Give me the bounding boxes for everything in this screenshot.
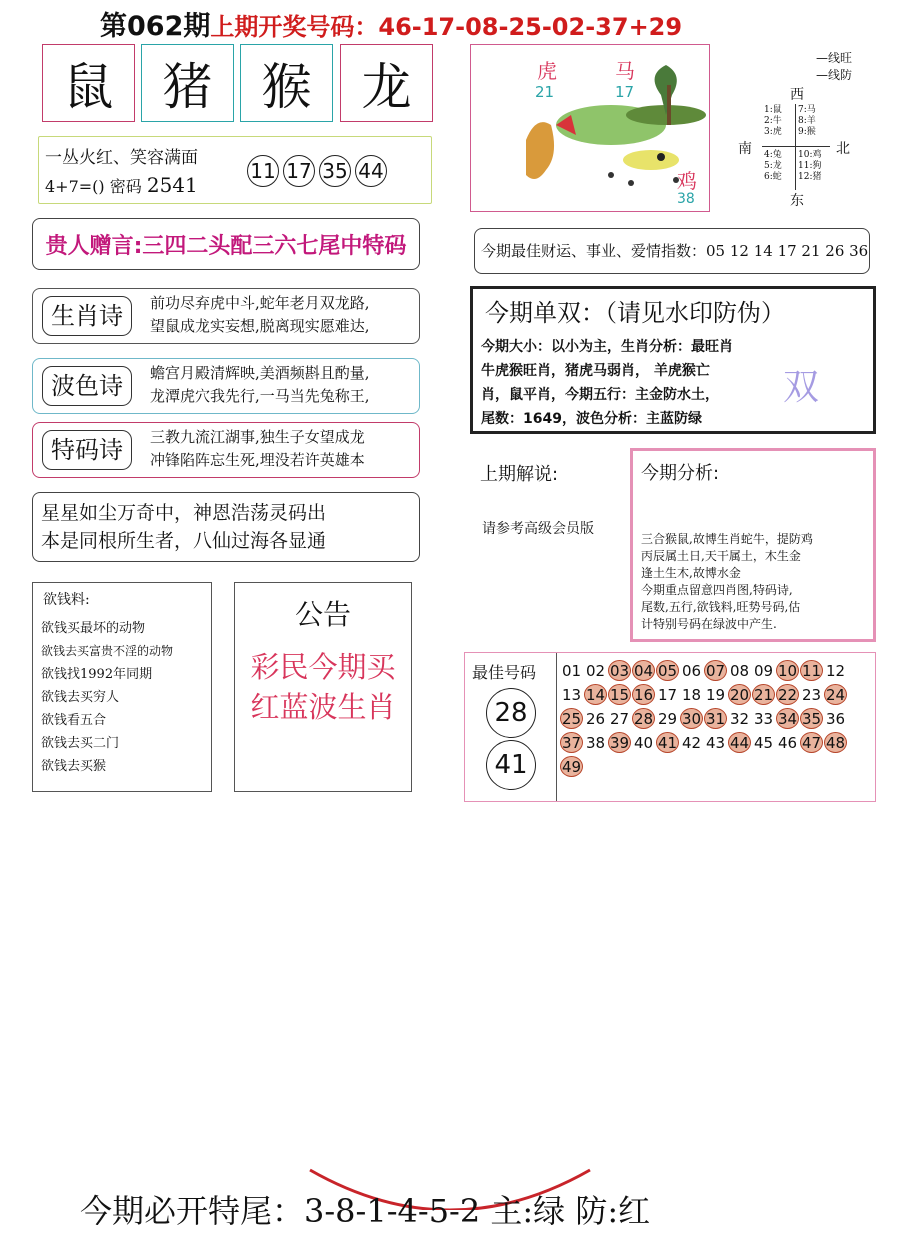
zodiac-box-1: 鼠 bbox=[42, 44, 135, 122]
odd-even-title: 今期单双：（请见水印防伪） bbox=[485, 299, 785, 327]
riddle-number: 35 bbox=[319, 155, 351, 187]
best-pick: 41 bbox=[486, 740, 536, 790]
color-poem-text bbox=[150, 362, 370, 408]
analysis-text bbox=[641, 531, 813, 633]
noble-banner-text: 贵人赠言:三四二头配三六七尾中特码 bbox=[45, 234, 407, 259]
grid-number: 32 bbox=[729, 710, 750, 728]
footer-text: 今期必开特尾：3-8-1-4-5-2 主:绿 防:红 bbox=[80, 1192, 651, 1230]
list-item: 欲钱去买二门 bbox=[41, 736, 120, 751]
zodiac-box-4: 龙 bbox=[340, 44, 433, 122]
grid-number: 19 bbox=[705, 686, 726, 704]
grid-number: 46 bbox=[777, 734, 798, 752]
poem-line: 星星如尘万奇中，神恩浩荡灵码出 bbox=[41, 502, 327, 524]
grid-number: 25 bbox=[561, 710, 582, 728]
riddle-number: 44 bbox=[355, 155, 387, 187]
riddle-numbers bbox=[247, 155, 391, 187]
riddle-line-1: 一丛火红、笑容满面 bbox=[45, 148, 198, 168]
zodiac-picture-box bbox=[470, 44, 710, 212]
grid-number: 08 bbox=[729, 662, 750, 680]
body-line: 今期大小：以小为主，生肖分析：最旺肖 bbox=[481, 339, 733, 355]
grid-number: 40 bbox=[633, 734, 654, 752]
money-riddle-list bbox=[41, 617, 173, 778]
tiger-label: 虎 bbox=[537, 59, 557, 83]
rooster-label: 鸡 bbox=[677, 169, 697, 193]
grid-number: 02 bbox=[585, 662, 606, 680]
list-item: 欲钱找1992年同期 bbox=[41, 667, 153, 682]
grid-number: 23 bbox=[801, 686, 822, 704]
grid-number: 14 bbox=[585, 686, 606, 704]
grid-cell: 1:鼠 2:牛 3:虎 bbox=[764, 105, 782, 137]
issue-number: 第062期 bbox=[100, 11, 211, 42]
number-grid bbox=[560, 660, 870, 779]
list-item: 欲钱去买富贵不淫的动物 bbox=[41, 644, 174, 658]
grid-number: 27 bbox=[609, 710, 630, 728]
grid-number: 05 bbox=[657, 662, 678, 680]
body-line: 肖，鼠平肖，今期五行：主金防水土， bbox=[481, 387, 719, 403]
grid-number: 17 bbox=[657, 686, 678, 704]
grid-number: 41 bbox=[657, 734, 678, 752]
grid-number: 36 bbox=[825, 710, 846, 728]
riddle-code: 2541 bbox=[146, 173, 198, 197]
stars-poem-text bbox=[41, 499, 326, 555]
analysis-title: 今期分析: bbox=[641, 463, 720, 484]
special-poem-text bbox=[150, 426, 365, 472]
poem-line: 本是同根所生者，八仙过海各显通 bbox=[41, 530, 327, 552]
poem-line: 望鼠成龙实妄想,脱离现实愿难达, bbox=[150, 317, 370, 335]
grid-number: 30 bbox=[681, 710, 702, 728]
grid-number: 34 bbox=[777, 710, 798, 728]
page-header bbox=[100, 4, 682, 43]
compass-legend bbox=[816, 50, 852, 84]
grid-number: 20 bbox=[729, 686, 750, 704]
watermark: 双 bbox=[783, 367, 820, 408]
tiger-number: 21 bbox=[535, 83, 555, 101]
last-explain-title: 上期解说: bbox=[480, 464, 559, 485]
list-item: 欲钱去买猴 bbox=[41, 759, 107, 774]
analysis-box bbox=[630, 448, 876, 642]
analysis-line: 计特别号码在绿波中产生. bbox=[641, 617, 777, 631]
riddle-line-2 bbox=[45, 173, 198, 197]
notice-line: 红蓝波生肖 bbox=[250, 690, 396, 724]
horse-number: 17 bbox=[615, 83, 635, 101]
grid-number: 15 bbox=[609, 686, 630, 704]
grid-cell: 10:鸡 11:狗 12:猪 bbox=[798, 150, 822, 182]
grid-number: 38 bbox=[585, 734, 606, 752]
grid-number: 42 bbox=[681, 734, 702, 752]
compass-north: 北 bbox=[836, 141, 850, 157]
money-riddle-title: 欲钱料: bbox=[43, 592, 90, 608]
zodiac-box-3: 猴 bbox=[240, 44, 333, 122]
body-line: 牛虎猴旺肖，猪虎马弱肖， 羊虎猴亡 bbox=[481, 363, 710, 379]
grid-number: 24 bbox=[825, 686, 846, 704]
zodiac-poem-label: 生肖诗 bbox=[42, 296, 132, 336]
legend-line: —线防 bbox=[816, 68, 853, 82]
analysis-line: 逢土生木,故博水金 bbox=[641, 566, 741, 580]
legend-line: —线旺 bbox=[816, 51, 853, 65]
compass-south: 南 bbox=[738, 141, 752, 157]
grid-number: 03 bbox=[609, 662, 630, 680]
grid-number: 04 bbox=[633, 662, 654, 680]
notice-line: 彩民今期买 bbox=[250, 650, 396, 684]
noble-banner bbox=[32, 218, 420, 270]
grid-number: 49 bbox=[561, 758, 582, 776]
body-line: 尾数：1649，波色分析：主蓝防绿 bbox=[481, 411, 702, 427]
grid-number: 39 bbox=[609, 734, 630, 752]
grid-number: 28 bbox=[633, 710, 654, 728]
grid-number: 33 bbox=[753, 710, 774, 728]
grid-number: 13 bbox=[561, 686, 582, 704]
grid-number: 45 bbox=[753, 734, 774, 752]
analysis-line: 三合猴鼠,故博生肖蛇牛，提防鸡 bbox=[641, 532, 813, 546]
fortune-text: 今期最佳财运、事业、爱情指数：05 12 14 17 21 26 36 bbox=[481, 242, 869, 260]
grid-number: 43 bbox=[705, 734, 726, 752]
previous-result: 上期开奖号码：46-17-08-25-02-37+29 bbox=[210, 13, 683, 41]
grid-number: 12 bbox=[825, 662, 846, 680]
grid-number: 26 bbox=[585, 710, 606, 728]
odd-even-body bbox=[481, 335, 733, 431]
money-riddle-box bbox=[32, 582, 212, 792]
analysis-line: 丙辰属土日,天干属土，木生金 bbox=[641, 549, 801, 563]
analysis-line: 今期重点留意四肖图,特码诗, bbox=[641, 583, 793, 597]
grid-cell: 7:马 8:羊 9:猴 bbox=[798, 105, 816, 137]
list-item: 欲钱去买穷人 bbox=[41, 690, 120, 705]
riddle-question: 4+7=() 密码 bbox=[45, 177, 142, 196]
grid-number: 31 bbox=[705, 710, 726, 728]
grid-number: 11 bbox=[801, 662, 822, 680]
compass-grid bbox=[762, 104, 830, 190]
grid-number: 01 bbox=[561, 662, 582, 680]
notice-text bbox=[235, 647, 411, 727]
grid-cell: 4:兔 5:龙 6:蛇 bbox=[764, 150, 782, 182]
grid-number: 10 bbox=[777, 662, 798, 680]
compass-east: 东 bbox=[790, 193, 804, 209]
grid-number: 29 bbox=[657, 710, 678, 728]
best-pick: 28 bbox=[486, 688, 536, 738]
grid-number: 22 bbox=[777, 686, 798, 704]
grid-number: 48 bbox=[825, 734, 846, 752]
rooster-number: 38 bbox=[677, 191, 695, 207]
grid-number: 35 bbox=[801, 710, 822, 728]
color-poem-label: 波色诗 bbox=[42, 366, 132, 406]
horse-label: 马 bbox=[615, 59, 635, 83]
riddle-box bbox=[38, 136, 432, 204]
grid-number: 16 bbox=[633, 686, 654, 704]
grid-number: 09 bbox=[753, 662, 774, 680]
special-poem-label: 特码诗 bbox=[42, 430, 132, 470]
best-numbers-label: 最佳号码 bbox=[472, 663, 537, 682]
landscape-illustration bbox=[471, 45, 708, 210]
grid-number: 18 bbox=[681, 686, 702, 704]
poem-line: 前功尽弃虎中斗,蛇年老月双龙路, bbox=[150, 294, 370, 312]
grid-number: 07 bbox=[705, 662, 726, 680]
list-item: 欲钱看五合 bbox=[41, 713, 107, 728]
grid-number: 37 bbox=[561, 734, 582, 752]
notice-title: 公告 bbox=[294, 598, 351, 631]
zodiac-box-2: 猪 bbox=[141, 44, 234, 122]
analysis-line: 尾数,五行,欲钱料,旺势号码,估 bbox=[641, 600, 801, 614]
fortune-box bbox=[474, 228, 870, 274]
grid-number: 21 bbox=[753, 686, 774, 704]
list-item: 欲钱买最坏的动物 bbox=[41, 621, 146, 636]
notice-box bbox=[234, 582, 412, 792]
riddle-number: 17 bbox=[283, 155, 315, 187]
poem-line: 蟾宫月殿清辉映,美酒频斟且酌量, bbox=[150, 364, 370, 382]
stars-poem-box bbox=[32, 492, 420, 562]
grid-number: 06 bbox=[681, 662, 702, 680]
poem-line: 龙潭虎穴我先行,一马当先兔称王, bbox=[150, 387, 370, 405]
odd-even-box bbox=[470, 286, 876, 434]
last-explain-text: 请参考高级会员版 bbox=[482, 521, 594, 537]
riddle-number: 11 bbox=[247, 155, 279, 187]
zodiac-poem-text bbox=[150, 292, 370, 338]
grid-number: 47 bbox=[801, 734, 822, 752]
poem-line: 三教九流江湖事,独生子女望成龙 bbox=[150, 428, 365, 446]
poem-line: 冲锋陷阵忘生死,埋没若许英雄本 bbox=[150, 451, 365, 469]
grid-number: 44 bbox=[729, 734, 750, 752]
compass-west: 西 bbox=[790, 87, 804, 103]
